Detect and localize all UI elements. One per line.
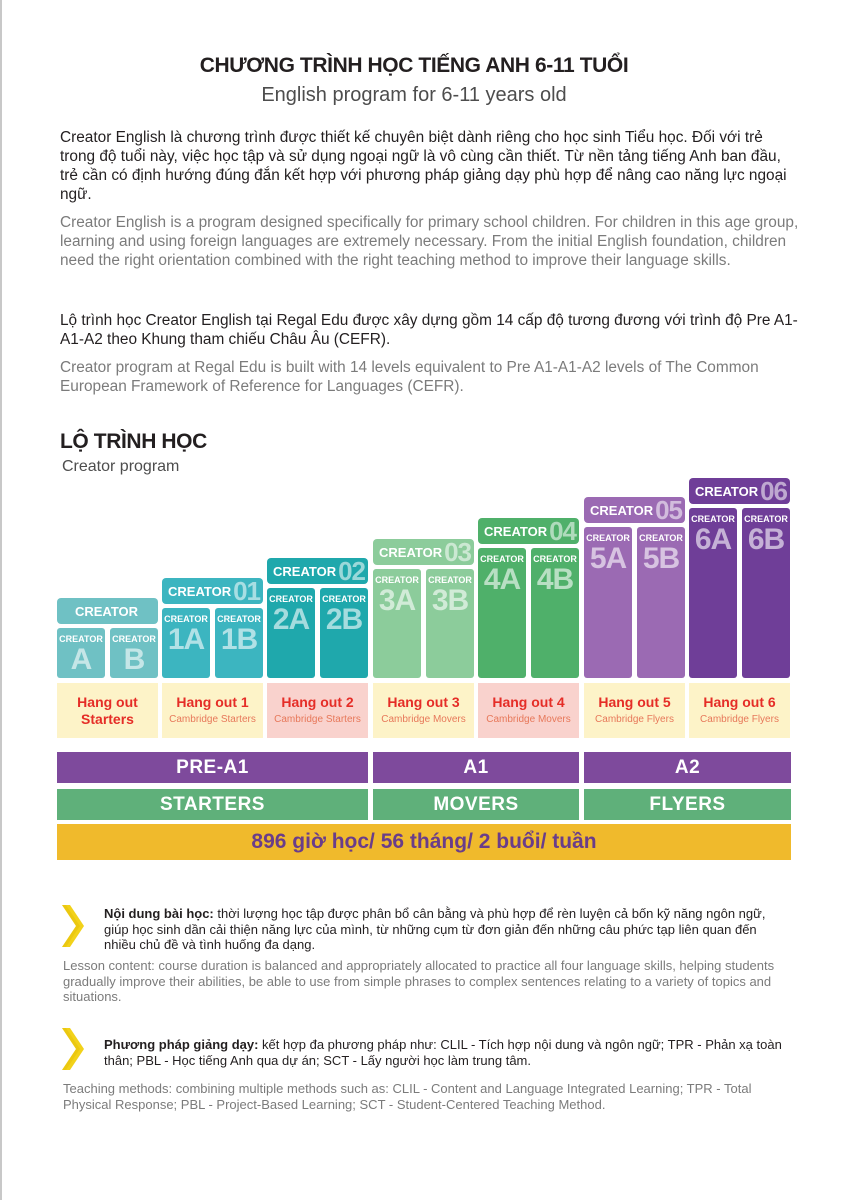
page-subtitle: English program for 6-11 years old [261,84,567,106]
level-header-number: 02 [338,555,365,586]
content-note-text: thời lượng học tập được phân bổ cân bằng và phù hợp để rèn luyện cả bốn kỹ năng ngôn ngữ, giúp học sinh dần cải thiện năng lực của mình, từ những cụm từ đơn giản đến những câu phức tạp liên quan đến nhiều chủ đề và tình huống đa dạng. [104,906,766,952]
cambridge-movers: MOVERS [373,789,579,820]
section-title: LỘ TRÌNH HỌC [60,430,207,453]
content-note-label: Nội dung bài học: [104,906,214,921]
hangout-subtitle: Cambridge Movers [486,714,571,725]
hangout-cell [584,683,685,738]
sublevel-code: 3A [378,584,416,617]
level-header-label: CREATOR [695,483,759,499]
level-header-number: 05 [655,494,682,525]
page-edge [0,0,2,1200]
sublevel-code: 4B [536,563,574,596]
sublevel-code: A [70,643,92,676]
hangout-title: Hang out [77,694,138,710]
hangout-subtitle: Cambridge Flyers [595,714,674,725]
level-header-label: CREATOR [74,603,139,619]
sublevel-label: CREATOR [691,514,735,524]
level-header-label: CREATOR [484,523,548,539]
sublevel-card [689,508,737,678]
sublevel-label: CREATOR [480,554,524,564]
content-note-en: Lesson content: course duration is balanced and appropriately allocated to practice all four language skills, helping students gradually improve their abilities, be able to use from simple phrases to complex sentences relating to a variety of topics and situations. [63,958,775,1004]
level-header-6 [689,475,790,506]
sublevel-card [215,608,263,678]
sublevel-card [478,548,526,678]
sublevel-card [584,527,632,678]
level-header-4 [478,515,579,546]
page-title: CHƯƠNG TRÌNH HỌC TIẾNG ANH 6-11 TUỔI [199,54,629,77]
sublevel-label: CREATOR [586,533,630,543]
level-header-2 [267,555,368,586]
hangout-cell [162,683,263,738]
method-note-en: Teaching methods: combining multiple methods such as: CLIL - Content and Language Integrated Learning; TPR - Total Physical Response; PBL - Project-Based Learning; SCT - Student-Centered Teaching Method. [63,1081,752,1112]
sublevel-label: CREATOR [428,575,472,585]
method-note-label: Phương pháp giảng dạy: [104,1037,259,1052]
hangout-cell [373,683,474,738]
chevron-right-icon [62,1028,84,1070]
hangout-cell [689,683,790,738]
hangout-cell [478,683,579,738]
level-header-number: 01 [233,575,260,606]
cefr-a2: A2 [584,752,791,783]
sublevel-card [637,527,685,678]
level-header-number: 04 [549,515,576,546]
sublevel-card [531,548,579,678]
hangout-cell [57,683,158,738]
chevron-right-icon [62,905,84,947]
sublevel-label: CREATOR [533,554,577,564]
hangout-subtitle: Cambridge Flyers [700,714,779,725]
sublevel-card [57,628,105,678]
sublevel-code: 6A [694,523,732,556]
sublevel-code: 4A [483,563,521,596]
level-header-label: CREATOR [590,502,654,518]
sublevel-card [742,508,790,678]
level-header-3 [373,536,474,567]
total-hours-bar: 896 giờ học/ 56 tháng/ 2 buổi/ tuần [57,824,791,860]
level-header-1 [162,575,263,606]
level-header-label: CREATOR [273,563,337,579]
hangout-title: Hang out 2 [281,694,354,710]
sublevel-code: 6B [747,523,785,556]
method-note-text: kết hợp đa phương pháp như: CLIL - Tích hợp nội dung và ngôn ngữ; TPR - Phản xạ toàn thân; PBL - Học tiếng Anh qua dự án; SCT - Lấy người học làm trung tâm. [104,1037,782,1068]
level-header-0 [57,598,158,624]
content-note-vi [104,906,788,953]
sublevel-card [267,588,315,678]
sublevel-code: 5A [589,542,627,575]
sublevel-label: CREATOR [112,634,156,644]
sublevel-code: 2B [325,603,363,636]
hangout-subtitle: Cambridge Movers [381,714,466,725]
sublevel-card [110,628,158,678]
levels-en: Creator program at Regal Edu is built with 14 levels equivalent to Pre A1-A1-A2 levels of The Common European Framework of Reference for Languages (CEFR). [60,359,759,395]
level-header-label: CREATOR [168,583,232,599]
sublevel-label: CREATOR [322,594,366,604]
level-header-5 [584,494,685,525]
level-header-number: 03 [444,536,471,567]
cambridge-flyers: FLYERS [584,789,791,820]
sublevel-code: 2A [272,603,310,636]
sublevel-code: B [123,643,145,676]
cefr-a1: A1 [373,752,579,783]
sublevel-code: 1B [220,623,258,656]
sublevel-card [426,569,474,678]
hangout-subtitle: Cambridge Starters [274,714,361,725]
levels-vi: Lộ trình học Creator English tại Regal Edu được xây dựng gồm 14 cấp độ tương đương với trình độ Pre A1-A1-A2 theo Khung tham chiếu Châu Âu (CEFR). [60,312,798,348]
hangout-cell [267,683,368,738]
hangout-title: Hang out 6 [703,694,776,710]
cambridge-starters: STARTERS [57,789,368,820]
sublevel-label: CREATOR [164,614,208,624]
sublevel-code: 3B [431,584,469,617]
sublevel-code: 5B [642,542,680,575]
hangout-title: Hang out 5 [598,694,671,710]
hangout-title: Hang out 3 [387,694,460,710]
sublevel-label: CREATOR [59,634,103,644]
sublevel-label: CREATOR [744,514,788,524]
level-header-label: CREATOR [379,544,443,560]
level-header-number: 06 [760,475,787,506]
sublevel-label: CREATOR [375,575,419,585]
sublevel-card [162,608,210,678]
intro-vi: Creator English là chương trình được thiết kế chuyên biệt dành riêng cho học sinh Tiểu học. Đối với trẻ trong độ tuổi này, việc học tập và sử dụng ngoại ngữ là vô cùng cần thiết. Từ nền tảng tiếng Anh ban đầu, trẻ cần có định hướng đúng đắn kết hợp với phương pháp giảng dạy phù hợp để nâng cao năng lực ngoại ngữ. [60,129,787,203]
sublevel-card [320,588,368,678]
sublevel-code: 1A [167,623,205,656]
hangout-title: Hang out 4 [492,694,565,710]
hangout-title: Hang out 1 [176,694,249,710]
method-note-vi [104,1037,788,1068]
section-subtitle: Creator program [62,458,180,475]
sublevel-card [373,569,421,678]
cefr-pre-a1: PRE-A1 [57,752,368,783]
hangout-subtitle: Cambridge Starters [169,714,256,725]
hangout-title-line2: Starters [81,711,134,727]
sublevel-label: CREATOR [217,614,261,624]
sublevel-label: CREATOR [639,533,683,543]
intro-en: Creator English is a program designed specifically for primary school children. For children in this age group, learning and using foreign languages are extremely necessary. From the initial English foundation, children need the right orientation combined with the right teaching method to improve their language skills. [60,214,799,269]
sublevel-label: CREATOR [269,594,313,604]
